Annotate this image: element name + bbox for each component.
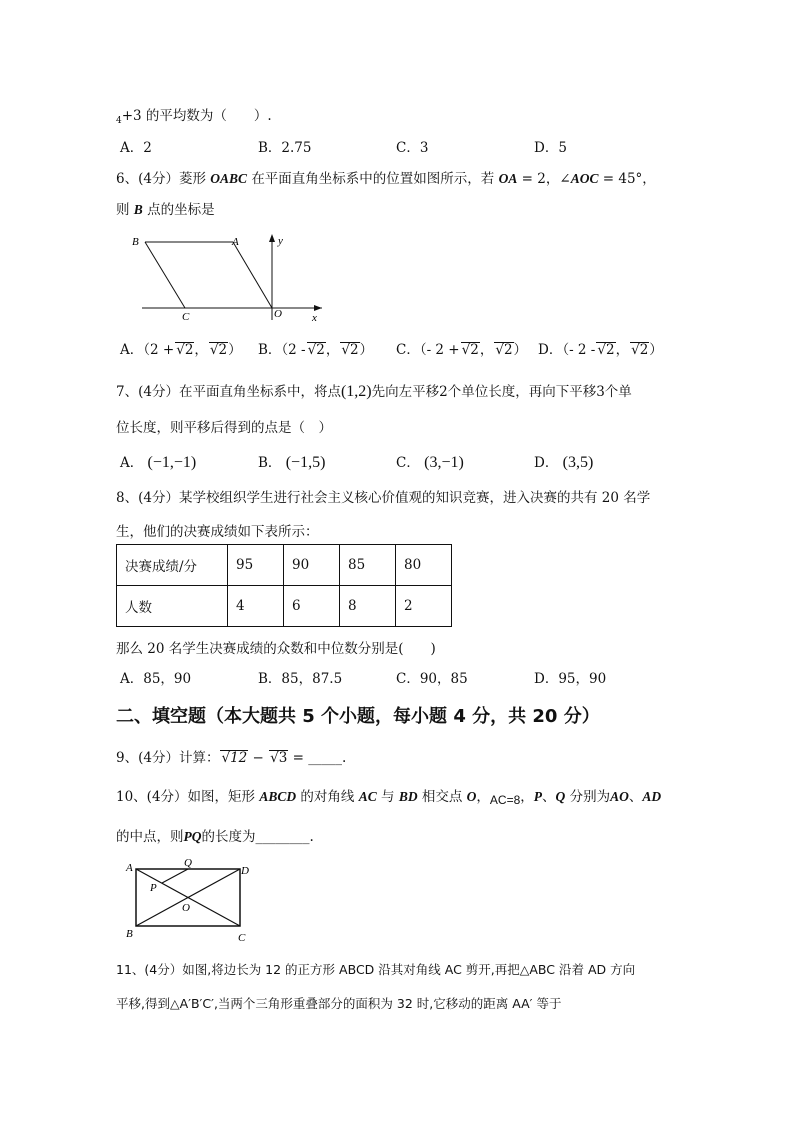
label-a: A (232, 236, 239, 248)
x-axis-arrow (314, 305, 322, 311)
table-cell: 8 (340, 586, 396, 627)
q8-option-a[interactable]: A．85，90 (120, 671, 192, 687)
q6-a-rad2: 2 (218, 342, 228, 358)
q7-d-value: (3,5) (562, 454, 594, 471)
label-a: A (126, 862, 133, 874)
q6-option-c[interactable] (396, 338, 527, 358)
q10-t7: 分别为 (569, 789, 611, 805)
q7-a-label: A． (120, 455, 144, 471)
side-bc (145, 242, 185, 308)
sqrt-symbol: √12 (221, 750, 248, 766)
q5-option-b[interactable]: B．2.75 (258, 140, 312, 156)
q6-a-rad: 2 (184, 342, 194, 358)
q6-rhombus-figure (128, 230, 338, 325)
q8-option-b[interactable]: B．85，87.5 (258, 671, 343, 687)
table-cell: 85 (340, 545, 396, 586)
q10-t2: 与 (381, 789, 395, 805)
sqrt-symbol: √2 (495, 342, 513, 358)
q9-answer-blank[interactable]: _____ (308, 750, 343, 766)
side-ao (233, 242, 272, 308)
label-b: B (132, 236, 139, 248)
label-p: P (150, 882, 157, 894)
table-cell: 4 (228, 586, 284, 627)
q10-abcd: ABCD (259, 789, 297, 804)
q5-option-c[interactable]: C．3 (396, 140, 429, 156)
q6-c-rad: 2 (470, 342, 479, 358)
q6-d-mid: ， (615, 342, 630, 358)
q6-c-post: ） (513, 342, 528, 358)
q9-end: . (342, 750, 347, 766)
sqrt-symbol: √2 (209, 342, 228, 358)
q10-line2-b[interactable]: 的长度为________. (201, 829, 314, 845)
label-q: Q (184, 857, 192, 869)
sqrt-symbol: √2 (631, 342, 649, 358)
table-cell: 80 (396, 545, 452, 586)
q6-option-a[interactable] (120, 338, 242, 358)
q11-stem-line1: 11、(4分）如图,将边长为 12 的正方形 ABCD 沿其对角线 AC 剪开,再把△ABC 沿着 AD 方向 (116, 962, 636, 977)
q7-option-c[interactable] (396, 451, 464, 472)
q6-d-rad2: 2 (639, 342, 649, 358)
q10-prefix: 10、(4分）如图，矩形 (116, 789, 256, 805)
q10-ac-equals-8: AC=8 (489, 793, 521, 807)
q6-d-rad: 2 (605, 342, 615, 358)
q6-c-mid: ， (479, 342, 494, 358)
q8-score-table (116, 544, 452, 627)
sqrt-symbol: √2 (597, 342, 615, 358)
q7-option-a[interactable] (120, 451, 196, 472)
q6-b-pre: B．（2 - (258, 342, 306, 358)
q6-aoc: AOC (570, 171, 599, 186)
q10-stem-line1 (116, 785, 661, 807)
table-cell: 2 (396, 586, 452, 627)
q6-d-pre: D．（- 2 - (538, 342, 596, 358)
label-o: O (182, 902, 190, 914)
sqrt-symbol: √3 (270, 750, 288, 766)
q6-d-post: ） (649, 342, 663, 358)
q7-stem-line2: 位长度，则平移后得到的点是（ ） (116, 420, 332, 436)
q8-option-c[interactable]: C．90，85 (396, 671, 468, 687)
q7-line1-b: 先向左平移2个单位长度，再向下平移3个单 (371, 384, 632, 400)
sqrt-symbol: √2 (461, 342, 479, 358)
table-cell: 人数 (117, 586, 228, 627)
q6-b-post: ） (359, 342, 374, 358)
q9-equals: = (288, 750, 309, 766)
label-c: C (238, 932, 246, 944)
q7-stem-line1 (116, 380, 632, 401)
label-y: y (278, 235, 283, 247)
q10-t1: 的对角线 (300, 789, 355, 805)
q10-o: O (466, 789, 477, 804)
q9-rad2: 3 (278, 750, 288, 766)
q7-line1-a: 7、(4分）在平面直角坐标系中，将点 (116, 384, 341, 400)
q7-a-value: (−1,−1) (147, 454, 197, 471)
q6-shape-name: OABC (210, 171, 248, 186)
q10-ad: AD (642, 789, 662, 804)
q6-point-b: B (133, 202, 143, 217)
q6-oa-value: = 2，∠ (521, 171, 571, 187)
q10-t8: 、 (628, 789, 643, 805)
q7-b-label: B． (258, 455, 282, 471)
q9-prefix: 9、(4分）计算： (116, 750, 220, 766)
q10-line2-a: 的中点，则 (116, 829, 184, 845)
q7-c-label: C． (396, 455, 420, 471)
q7-point: (1,2) (340, 383, 372, 400)
sqrt-symbol: √2 (307, 342, 325, 358)
table-cell: 6 (284, 586, 340, 627)
q8-question: 那么 20 名学生决赛成绩的众数和中位数分别是( ) (116, 641, 436, 657)
q10-t3: 相交点 (421, 789, 463, 805)
q5-subscript: 4 (116, 116, 122, 126)
q6-line2-c: 点的坐标是 (147, 202, 215, 218)
q5-option-a[interactable]: A．2 (120, 140, 152, 156)
q10-stem-line2 (116, 825, 314, 845)
q6-stem-line1 (116, 167, 656, 187)
label-d: D (241, 865, 249, 877)
q10-ao: AO (610, 789, 629, 804)
q7-b-value: (−1,5) (285, 454, 326, 471)
q6-a-mid: ， (194, 342, 208, 358)
q6-line2-a: 则 (116, 202, 130, 218)
q5-stem-text: +3 的平均数为（ ）. (121, 108, 272, 124)
table-cell: 决赛成绩/分 (117, 545, 228, 586)
q6-b-rad2: 2 (349, 342, 359, 358)
q6-text: 在平面直角坐标系中的位置如图所示，若 (251, 171, 495, 187)
q11-stem-line2: 平移,得到△A′B′C′,当两个三角形重叠部分的面积为 32 时,它移动的距离 AA′ 等于 (116, 996, 562, 1011)
q9-minus: − (248, 750, 269, 766)
q6-option-b[interactable] (258, 338, 373, 358)
q8-stem-line1: 8、(4分）某学校组织学生进行社会主义核心价值观的知识竞赛，进入决赛的共有 20 名学 (116, 490, 651, 506)
q6-c-pre: C．（- 2 + (396, 342, 460, 358)
q5-stem-tail (116, 104, 272, 126)
segment-pq (162, 869, 188, 883)
q10-q: Q (555, 789, 566, 804)
q6-a-pre: A．（2 + (120, 342, 175, 358)
table-row (117, 586, 452, 627)
sqrt-symbol: √2 (341, 342, 359, 358)
q7-d-label: D． (534, 455, 559, 471)
q6-aoc-value: = 45°， (602, 171, 656, 187)
q6-stem-line2 (116, 198, 215, 218)
q8-option-d[interactable]: D．95，90 (534, 671, 607, 687)
q10-pq: PQ (183, 829, 202, 844)
y-axis-arrow (269, 234, 275, 242)
q6-oa: OA (498, 171, 518, 186)
table-cell: 90 (284, 545, 340, 586)
q5-option-d[interactable]: D．5 (534, 140, 567, 156)
sqrt-symbol: √2 (176, 342, 194, 358)
q10-bd: BD (398, 789, 418, 804)
label-b: B (126, 928, 133, 940)
q6-a-post: ） (228, 342, 242, 358)
q10-rectangle-figure (122, 855, 252, 945)
q10-p: P (533, 789, 543, 804)
q6-b-mid: ， (325, 342, 340, 358)
q10-t4: ， (476, 789, 490, 805)
q7-option-b[interactable] (258, 451, 325, 472)
q7-c-value: (3,−1) (424, 454, 464, 471)
table-cell: 95 (228, 545, 284, 586)
table-row (117, 545, 452, 586)
q10-t5: ， (520, 789, 534, 805)
q10-t6: 、 (542, 789, 556, 805)
q9-rad1: 12 (230, 750, 248, 766)
label-o: O (274, 308, 282, 320)
q10-ac: AC (358, 789, 377, 804)
q6-b-rad: 2 (316, 342, 325, 358)
q7-option-d[interactable] (534, 451, 593, 472)
label-x: x (312, 312, 317, 324)
q6-c-rad2: 2 (503, 342, 513, 358)
q9-stem (116, 746, 346, 766)
section-title-fill-in: 二、填空题（本大题共 5 个小题，每小题 4 分，共 20 分） (116, 706, 600, 727)
q8-stem-line2: 生，他们的决赛成绩如下表所示： (116, 524, 319, 540)
q6-prefix: 6、(4分）菱形 (116, 171, 206, 187)
q6-option-d[interactable] (538, 338, 663, 358)
label-c: C (182, 311, 190, 323)
